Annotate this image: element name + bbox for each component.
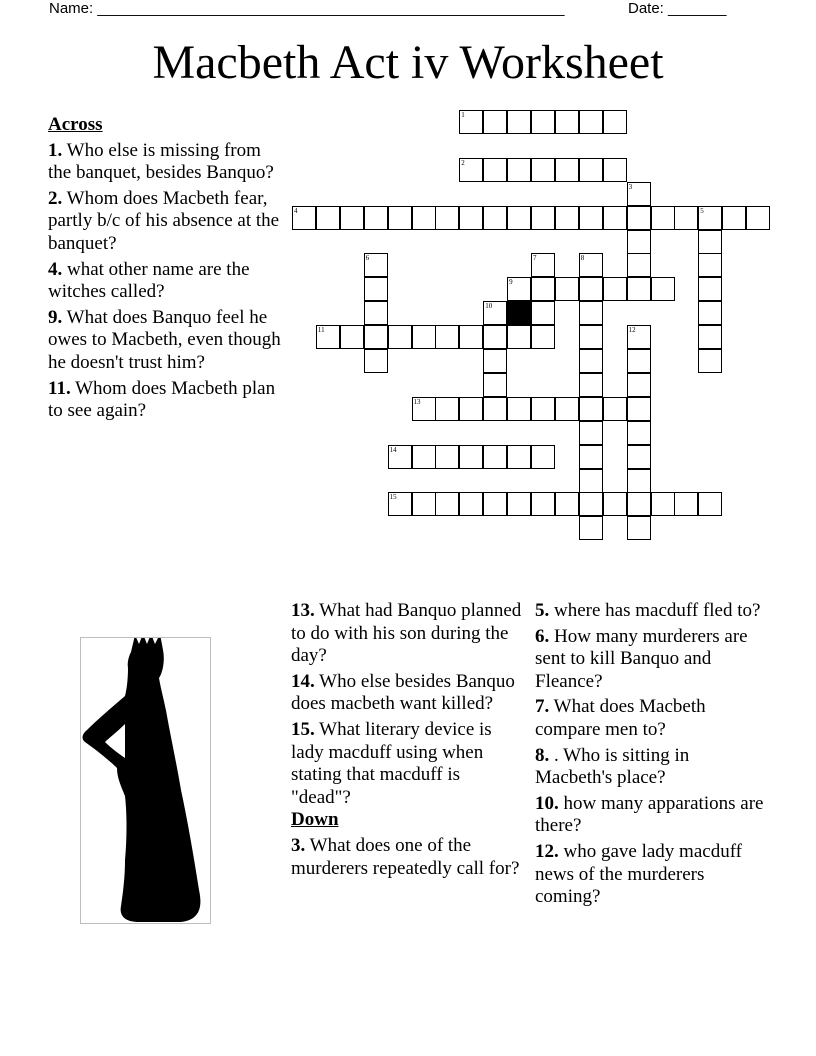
grid-number-2: 2 [461, 158, 465, 167]
grid-cell[interactable] [435, 445, 459, 469]
grid-cell[interactable] [698, 349, 722, 373]
grid-cell[interactable] [674, 492, 698, 516]
clue-number: 10. [535, 792, 559, 814]
clue-text: Who else besides Banquo does macbeth want killed? [291, 670, 515, 715]
grid-cell[interactable] [412, 206, 436, 230]
grid-cell[interactable] [579, 397, 603, 421]
grid-cell[interactable] [555, 397, 579, 421]
clue-text: where has macduff fled to? [554, 600, 761, 621]
date-line[interactable]: _______ [668, 0, 727, 17]
grid-cell[interactable] [483, 325, 507, 349]
clue-text: how many apparations are there? [535, 792, 764, 837]
grid-number-6: 6 [365, 254, 370, 263]
grid-cell[interactable] [531, 206, 555, 230]
grid-cell[interactable] [531, 492, 555, 516]
clue-down-10 [535, 793, 770, 838]
grid-number-4: 4 [294, 206, 298, 215]
grid-cell[interactable] [507, 158, 531, 182]
grid-cell[interactable] [555, 492, 579, 516]
clue-down-3 [291, 835, 523, 880]
grid-cell[interactable] [674, 206, 698, 230]
clue-number: 8. [535, 744, 550, 766]
clue-column-2 [291, 600, 523, 883]
clue-number: 15. [291, 718, 315, 740]
grid-cell[interactable] [364, 349, 388, 373]
clue-number: 3. [291, 834, 306, 856]
grid-cell[interactable] [579, 158, 603, 182]
clue-number: 1. [48, 139, 63, 161]
grid-cell[interactable] [579, 469, 603, 493]
grid-cell[interactable] [746, 206, 770, 230]
grid-cell[interactable] [412, 325, 436, 349]
grid-cell[interactable] [579, 349, 603, 373]
black-square [507, 301, 531, 325]
grid-cell[interactable] [435, 206, 459, 230]
clue-across-15 [291, 719, 523, 809]
grid-cell[interactable] [627, 253, 651, 277]
grid-cell[interactable] [698, 230, 722, 254]
grid-cell[interactable] [579, 301, 603, 325]
grid-cell[interactable] [459, 397, 483, 421]
queen-silhouette-icon [81, 638, 210, 923]
grid-number-7: 7 [533, 254, 537, 263]
grid-cell[interactable] [579, 421, 603, 445]
grid-cell[interactable] [435, 325, 459, 349]
clue-across-11 [48, 378, 283, 423]
grid-cell[interactable] [698, 253, 722, 277]
grid-number-9: 9 [509, 278, 513, 287]
grid-cell[interactable] [483, 397, 507, 421]
grid-cell[interactable] [651, 277, 675, 301]
grid-cell[interactable] [483, 492, 507, 516]
grid-cell[interactable] [698, 301, 722, 325]
grid-number-15: 15 [389, 493, 397, 502]
clue-across-2 [48, 188, 283, 256]
grid-cell[interactable] [603, 397, 627, 421]
grid-cell[interactable] [698, 492, 722, 516]
grid-cell[interactable] [483, 110, 507, 134]
clue-text: what other name are the witches called? [48, 258, 250, 303]
grid-cell[interactable] [531, 325, 555, 349]
name-label: Name: [49, 0, 98, 17]
clue-down-6 [535, 626, 770, 694]
grid-cell[interactable] [507, 206, 531, 230]
grid-cell[interactable] [507, 492, 531, 516]
grid-cell[interactable] [388, 325, 412, 349]
clue-text: Who else is missing from the banquet, besides Banquo? [48, 139, 274, 184]
clue-number: 5. [535, 600, 550, 621]
grid-cell[interactable] [364, 206, 388, 230]
clue-across-4 [48, 259, 283, 304]
grid-number-14: 14 [389, 445, 397, 454]
grid-cell[interactable] [483, 158, 507, 182]
across-heading: Across [48, 114, 103, 135]
grid-cell[interactable] [555, 110, 579, 134]
grid-number-13: 13 [413, 397, 421, 406]
clue-text: What does Banquo feel he owes to Macbeth, even though he doesn't trust him? [48, 306, 281, 373]
clue-number: 11. [48, 377, 71, 399]
grid-cell[interactable] [483, 373, 507, 397]
grid-number-12: 12 [628, 326, 636, 335]
clue-number: 4. [48, 258, 63, 280]
grid-cell[interactable] [388, 206, 412, 230]
grid-number-11: 11 [317, 326, 325, 335]
clue-number: 6. [535, 625, 550, 647]
grid-cell[interactable] [555, 158, 579, 182]
grid-cell[interactable] [483, 349, 507, 373]
grid-cell[interactable] [483, 445, 507, 469]
grid-cell[interactable] [579, 110, 603, 134]
clue-text: . Who is sitting in Macbeth's place? [535, 744, 690, 789]
clue-down-5 [535, 600, 770, 623]
clue-text: What does one of the murderers repeatedly call for? [291, 834, 520, 879]
grid-number-1: 1 [461, 111, 465, 119]
clue-column-1 [48, 114, 283, 426]
grid-number-3: 3 [628, 182, 633, 191]
grid-cell[interactable] [603, 110, 627, 134]
grid-cell[interactable] [435, 492, 459, 516]
grid-cell[interactable] [507, 445, 531, 469]
clue-number: 12. [535, 840, 559, 862]
grid-cell[interactable] [579, 516, 603, 540]
grid-cell[interactable] [627, 230, 651, 254]
clue-text: Whom does Macbeth fear, partly b/c of his absence at the banquet? [48, 187, 280, 254]
grid-cell[interactable] [555, 277, 579, 301]
grid-number-10: 10 [485, 302, 493, 311]
grid-cell[interactable] [364, 277, 388, 301]
grid-cell[interactable] [435, 397, 459, 421]
grid-cell[interactable] [579, 277, 603, 301]
grid-cell[interactable] [412, 445, 436, 469]
clue-down-12 [535, 841, 770, 909]
grid-cell[interactable] [531, 445, 555, 469]
clue-column-3 [535, 600, 770, 912]
grid-cell[interactable] [364, 325, 388, 349]
clue-number: 13. [291, 600, 315, 621]
grid-number-8: 8 [580, 254, 585, 263]
name-line[interactable]: ________________________________________________________ [97, 0, 565, 17]
clue-across-14 [291, 671, 523, 716]
grid-cell[interactable] [531, 158, 555, 182]
grid-cell[interactable] [579, 492, 603, 516]
clue-number: 7. [535, 696, 550, 718]
clue-number: 14. [291, 670, 315, 692]
grid-cell[interactable] [722, 206, 746, 230]
page-title: Macbeth Act iv Worksheet [152, 36, 664, 89]
grid-cell[interactable] [531, 110, 555, 134]
grid-cell[interactable] [459, 492, 483, 516]
grid-cell[interactable] [459, 325, 483, 349]
grid-cell[interactable] [627, 349, 651, 373]
grid-cell[interactable] [603, 158, 627, 182]
grid-cell[interactable] [651, 492, 675, 516]
grid-cell[interactable] [579, 325, 603, 349]
grid-cell[interactable] [531, 397, 555, 421]
grid-number-5: 5 [700, 206, 704, 215]
grid-cell[interactable] [627, 516, 651, 540]
grid-cell[interactable] [316, 206, 340, 230]
clue-across-9 [48, 307, 283, 375]
grid-cell[interactable] [627, 397, 651, 421]
clue-text: What does Macbeth compare men to? [535, 696, 706, 740]
grid-cell[interactable] [627, 206, 651, 230]
grid-cell[interactable] [459, 445, 483, 469]
grid-cell[interactable] [627, 277, 651, 301]
picture-frame [80, 637, 211, 924]
clue-text: What literary device is lady macduff using when stating that macduff is "dead"? [291, 718, 492, 808]
clue-text: who gave lady macduff news of the murderers coming? [535, 840, 743, 908]
grid-cell[interactable] [603, 206, 627, 230]
grid-cell[interactable] [627, 445, 651, 469]
clue-text: Whom does Macbeth plan to see again? [48, 377, 276, 422]
clue-number: 2. [48, 187, 63, 209]
grid-cell[interactable] [651, 206, 675, 230]
grid-cell[interactable] [507, 110, 531, 134]
grid-cell[interactable] [531, 301, 555, 325]
grid-cell[interactable] [579, 373, 603, 397]
clue-across-1 [48, 140, 283, 185]
grid-cell[interactable] [412, 492, 436, 516]
grid-cell[interactable] [627, 373, 651, 397]
grid-cell[interactable] [698, 325, 722, 349]
grid-cell[interactable] [483, 206, 507, 230]
grid-cell[interactable] [364, 301, 388, 325]
grid-cell[interactable] [627, 492, 651, 516]
grid-cell[interactable] [698, 277, 722, 301]
clue-text: How many murderers are sent to kill Banquo and Fleance? [535, 625, 748, 692]
grid-cell[interactable] [579, 445, 603, 469]
grid-cell[interactable] [555, 206, 579, 230]
grid-cell[interactable] [627, 421, 651, 445]
grid-cell[interactable] [579, 206, 603, 230]
clue-across-13 [291, 600, 523, 668]
grid-cell[interactable] [459, 206, 483, 230]
clue-down-7 [535, 696, 770, 741]
grid-cell[interactable] [340, 325, 364, 349]
down-heading: Down [291, 809, 339, 831]
grid-cell[interactable] [603, 277, 627, 301]
clue-text: What had Banquo planned to do with his son during the day? [291, 600, 522, 667]
date-label: Date: [628, 0, 669, 17]
clue-down-8 [535, 745, 770, 790]
grid-cell[interactable] [507, 325, 531, 349]
grid-cell[interactable] [603, 492, 627, 516]
grid-cell[interactable] [531, 277, 555, 301]
clue-number: 9. [48, 306, 63, 328]
grid-cell[interactable] [507, 397, 531, 421]
grid-cell[interactable] [340, 206, 364, 230]
grid-cell[interactable] [627, 469, 651, 493]
